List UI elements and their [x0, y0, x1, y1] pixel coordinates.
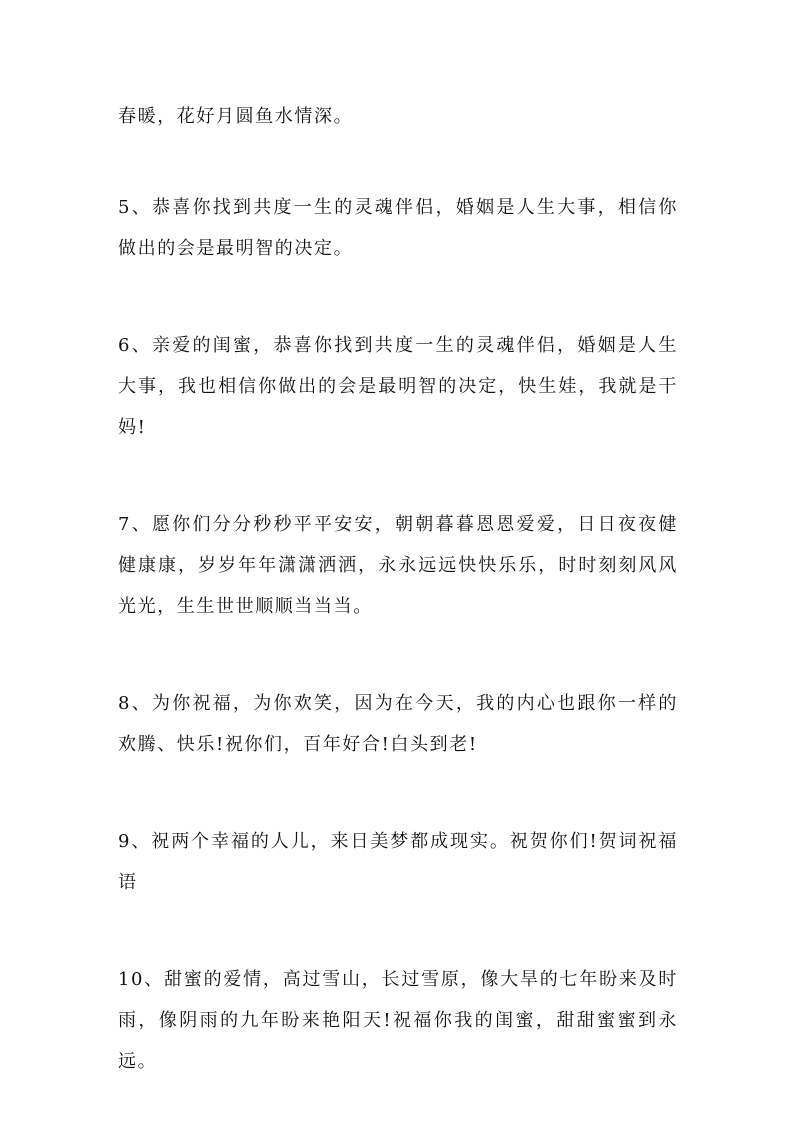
- paragraph-item-8: 8、为你祝福，为你欢笑，因为在今天，我的内心也跟你一样的欢腾、快乐!祝你们，百年好合!白头到老!: [118, 693, 678, 755]
- paragraph-item-7: 7、愿你们分分秒秒平平安安，朝朝暮暮恩恩爱爱，日日夜夜健健康康，岁岁年年潇潇洒洒，永永远远快快乐乐，时时刻刻风风光光，生生世世顺顺当当当。: [118, 514, 678, 617]
- paragraph-item-5: 5、恭喜你找到共度一生的灵魂伴侣，婚姻是人生大事，相信你做出的会是最明智的决定。: [118, 197, 678, 259]
- paragraph-item-6: 6、亲爱的闺蜜，恭喜你找到共度一生的灵魂伴侣，婚姻是人生大事，我也相信你做出的会是最明智的决定，快生娃，我就是干妈!: [118, 335, 678, 438]
- paragraph-item-9: 9、祝两个幸福的人儿，来日美梦都成现实。祝贺你们!贺词祝福语: [118, 831, 678, 893]
- paragraph-item-10: 10、甜蜜的爱情，高过雪山，长过雪原，像大旱的七年盼来及时雨，像阴雨的九年盼来艳阳天!祝福你我的闺蜜，甜甜蜜蜜到永远。: [118, 969, 678, 1072]
- paragraph-continuation: 春暖，花好月圆鱼水情深。: [118, 106, 354, 127]
- document-body: [118, 96, 678, 1138]
